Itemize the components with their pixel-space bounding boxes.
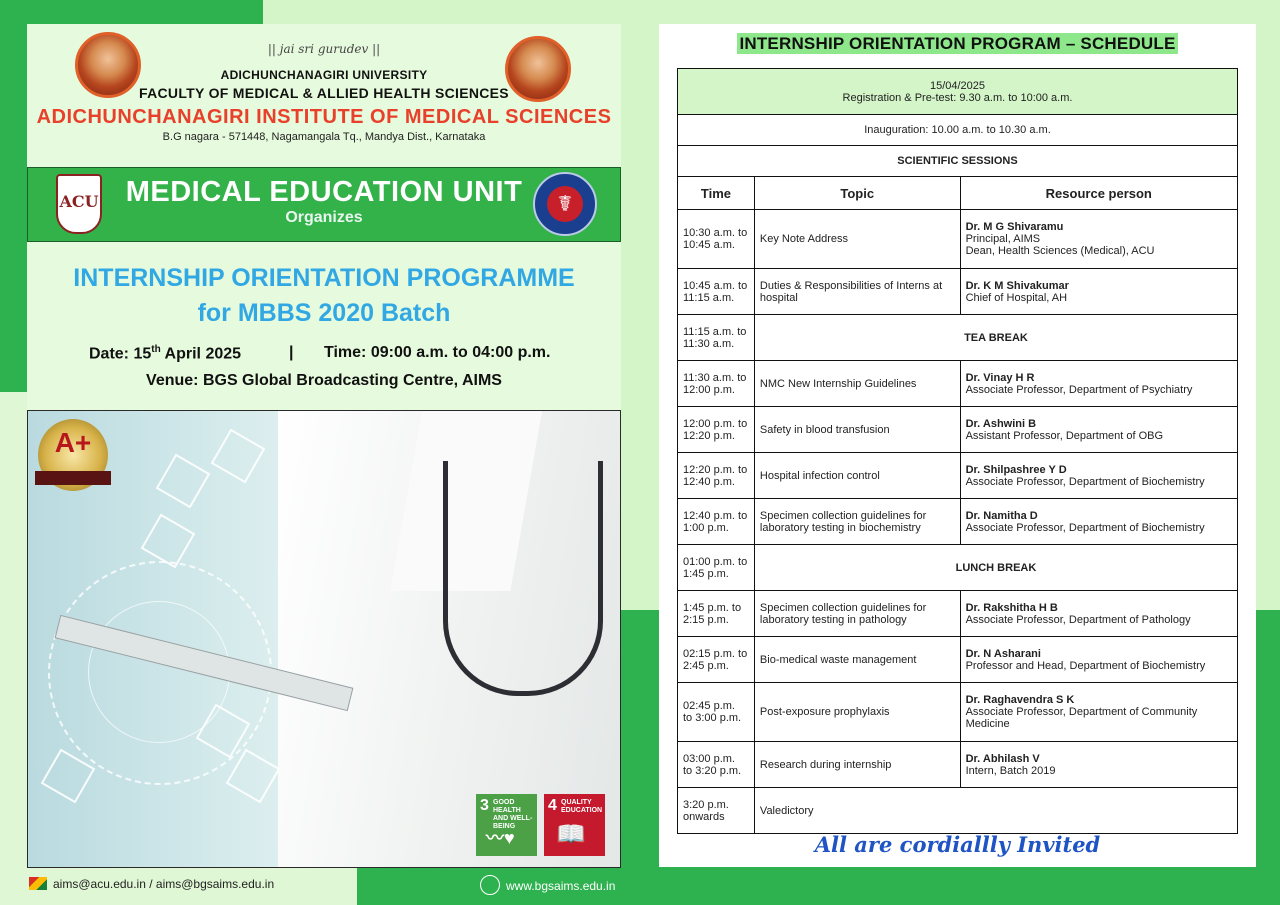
poster-panel xyxy=(27,24,621,867)
sdg4-number: 4 xyxy=(548,797,557,814)
topic-cell: Duties & Responsibilities of Interns at hospital xyxy=(754,269,960,315)
book-icon: 📖 xyxy=(556,821,586,848)
resource-person-role: Associate Professor, Department of Pathology xyxy=(965,613,1191,626)
resource-person-cell xyxy=(960,683,1237,742)
banner-title: MEDICAL EDUCATION UNIT xyxy=(125,176,523,208)
time-start: 11:30 a.m. to xyxy=(683,371,747,384)
meu-banner xyxy=(27,167,621,242)
schedule-row xyxy=(678,210,1238,269)
column-header-row xyxy=(678,177,1238,210)
programme-batch: for MBBS 2020 Batch xyxy=(197,299,451,327)
break-cell: TEA BREAK xyxy=(754,315,1237,361)
resource-person-cell xyxy=(960,361,1237,407)
sdg3-badge xyxy=(476,794,537,856)
topic-cell: Safety in blood transfusion xyxy=(754,407,960,453)
time-cell xyxy=(678,361,755,407)
time-end: 12:40 p.m. xyxy=(683,475,735,488)
sessions-header-row xyxy=(678,146,1238,177)
time-cell xyxy=(678,591,755,637)
sdg3-label: GOOD HEALTH AND WELL-BEING xyxy=(493,799,533,830)
time-start: 02:45 p.m. xyxy=(683,700,735,712)
resource-person-name: Dr. N Asharani xyxy=(965,647,1041,660)
time-cell xyxy=(678,788,755,834)
time-end: 1:45 p.m. xyxy=(683,567,729,580)
naac-grade: A+ xyxy=(54,427,92,458)
resource-person-role: Associate Professor, Department of Psychiatry xyxy=(965,383,1193,396)
resource-person-cell xyxy=(960,742,1237,788)
gmail-icon xyxy=(29,877,47,890)
time-start: 3:20 p.m. xyxy=(683,798,729,811)
resource-person-cell xyxy=(960,210,1237,269)
hexagon-icon xyxy=(141,514,196,569)
schedule-row xyxy=(678,742,1238,788)
doctor-photo xyxy=(27,410,621,868)
time-start: 11:15 a.m. to xyxy=(683,325,747,338)
invitation-text: All are cordiallly Invited xyxy=(814,832,1101,857)
resource-person-cell xyxy=(960,269,1237,315)
topic-cell: Bio-medical waste management xyxy=(754,637,960,683)
event-time: Time: 09:00 a.m. to 04:00 p.m. xyxy=(324,344,551,361)
time-cell xyxy=(678,742,755,788)
time-cell xyxy=(678,499,755,545)
sdg4-badge xyxy=(544,794,605,856)
time-start: 03:00 p.m. xyxy=(683,752,735,765)
schedule-table xyxy=(677,68,1238,834)
hexagon-icon xyxy=(156,454,211,509)
time-cell xyxy=(678,210,755,269)
resource-person-cell xyxy=(960,407,1237,453)
schedule-row xyxy=(678,361,1238,407)
university-name: ADICHUNCHANAGIRI UNIVERSITY xyxy=(220,68,428,82)
resource-person-role: Principal, AIMS xyxy=(965,233,1041,245)
stethoscope-graphic xyxy=(443,461,603,696)
time-end: to 3:20 p.m. xyxy=(683,764,742,777)
event-venue: Venue: BGS Global Broadcasting Centre, AIMS xyxy=(146,372,502,389)
resource-person-role: Associate Professor, Department of Community Medicine xyxy=(965,706,1198,730)
time-start: 12:40 p.m. to xyxy=(683,509,748,522)
schedule-row xyxy=(678,683,1238,742)
schedule-rows xyxy=(678,210,1238,834)
time-cell xyxy=(678,407,755,453)
sdg3-number: 3 xyxy=(480,797,489,814)
time-start: 02:15 p.m. to xyxy=(683,647,748,660)
tagline: || jai sri gurudev || xyxy=(267,42,381,56)
time-end: 2:15 p.m. xyxy=(683,613,729,626)
topic-cell: Valedictory xyxy=(754,788,1237,834)
time-start: 12:00 p.m. to xyxy=(683,417,748,430)
time-end: 2:45 p.m. xyxy=(683,659,729,672)
event-date: Date: 15th April 2025 xyxy=(89,344,242,363)
time-cell xyxy=(678,453,755,499)
schedule-row xyxy=(678,788,1238,834)
heartbeat-icon: 〰♥ xyxy=(486,828,515,848)
naac-ribbon xyxy=(35,471,111,485)
resource-person-role: Associate Professor, Department of Biochemistry xyxy=(965,521,1205,534)
resource-person-role: Professor and Head, Department of Biochemistry xyxy=(965,659,1206,672)
faculty-name: FACULTY OF MEDICAL & ALLIED HEALTH SCIENCES xyxy=(139,85,509,101)
resource-person-name: Dr. Shilpashree Y D xyxy=(965,463,1067,476)
time-start: 01:00 p.m. to xyxy=(683,555,748,568)
email-text: aims@acu.edu.in / aims@bgsaims.edu.in xyxy=(53,877,275,891)
date-time-separator: | xyxy=(289,344,294,361)
column-header-time: Time xyxy=(678,177,755,210)
resource-person-role-2: Dean, Health Sciences (Medical), ACU xyxy=(965,245,1155,257)
column-header-topic: Topic xyxy=(754,177,960,210)
schedule-title: INTERNSHIP ORIENTATION PROGRAM – SCHEDULE xyxy=(739,34,1176,53)
time-cell xyxy=(678,545,755,591)
topic-cell: Specimen collection guidelines for laboratory testing in biochemistry xyxy=(754,499,960,545)
registration-text: Registration & Pre-test: 9.30 a.m. to 10:00 a.m. xyxy=(842,91,1073,104)
resource-person-name: Dr. M G Shivaramu xyxy=(965,221,1064,233)
website-text: www.bgsaims.edu.in xyxy=(506,879,616,893)
caduceus-icon: ☤ xyxy=(547,186,583,222)
schedule-row xyxy=(678,591,1238,637)
inauguration-row xyxy=(678,115,1238,146)
topic-cell: NMC New Internship Guidelines xyxy=(754,361,960,407)
sessions-header-cell: SCIENTIFIC SESSIONS xyxy=(678,146,1238,177)
time-end: 11:30 a.m. xyxy=(683,337,735,350)
time-cell xyxy=(678,683,755,742)
topic-cell: Key Note Address xyxy=(754,210,960,269)
column-header-person: Resource person xyxy=(960,177,1237,210)
acu-logo: ACU xyxy=(56,174,102,234)
time-end: 11:15 a.m. xyxy=(683,291,735,304)
resource-person-name: Dr. Abhilash V xyxy=(965,752,1040,765)
topic-cell: Hospital infection control xyxy=(754,453,960,499)
inauguration-cell: Inauguration: 10.00 a.m. to 10.30 a.m. xyxy=(678,115,1238,146)
institute-name: ADICHUNCHANAGIRI INSTITUTE OF MEDICAL SCIENCES xyxy=(36,106,612,128)
registration-row xyxy=(678,69,1238,115)
schedule-row xyxy=(678,545,1238,591)
programme-title: INTERNSHIP ORIENTATION PROGRAMME xyxy=(73,264,575,292)
schedule-row xyxy=(678,453,1238,499)
time-cell xyxy=(678,315,755,361)
time-end: 10:45 a.m. xyxy=(683,239,735,251)
banner-subtitle: Organizes xyxy=(285,209,363,226)
schedule-row xyxy=(678,269,1238,315)
resource-person-name: Dr. K M Shivakumar xyxy=(965,279,1069,292)
resource-person-role: Assistant Professor, Department of OBG xyxy=(965,429,1164,442)
time-start: 12:20 p.m. to xyxy=(683,463,748,476)
resource-person-name: Dr. Vinay H R xyxy=(965,371,1035,384)
registration-date: 15/04/2025 xyxy=(929,79,986,92)
time-start: 1:45 p.m. to xyxy=(683,601,742,614)
aims-emblem-logo xyxy=(533,172,597,236)
time-start: 10:30 a.m. to xyxy=(683,227,748,239)
time-end: 12:00 p.m. xyxy=(683,383,735,396)
schedule-title-wrap xyxy=(659,34,1256,54)
break-cell: LUNCH BREAK xyxy=(754,545,1237,591)
topic-cell: Post-exposure prophylaxis xyxy=(754,683,960,742)
globe-icon xyxy=(480,875,500,895)
topic-cell: Specimen collection guidelines for laboratory testing in pathology xyxy=(754,591,960,637)
footer-website[interactable] xyxy=(480,875,615,895)
hexagon-icon xyxy=(211,429,266,484)
time-end: onwards xyxy=(683,810,725,823)
topic-cell: Research during internship xyxy=(754,742,960,788)
resource-person-name: Dr. Namitha D xyxy=(965,509,1038,522)
resource-person-cell xyxy=(960,453,1237,499)
schedule-row xyxy=(678,499,1238,545)
time-end: 1:00 p.m. xyxy=(683,521,729,534)
institute-address: B.G nagara - 571448, Nagamangala Tq., Mandya Dist., Karnataka xyxy=(162,131,486,143)
resource-person-role: Chief of Hospital, AH xyxy=(965,291,1068,304)
sdg4-label: QUALITY EDUCATION xyxy=(561,799,603,814)
naac-a-plus-badge xyxy=(38,419,108,491)
schedule-row xyxy=(678,637,1238,683)
schedule-panel xyxy=(659,24,1256,867)
resource-person-role: Intern, Batch 2019 xyxy=(965,764,1056,777)
time-cell xyxy=(678,269,755,315)
time-cell xyxy=(678,637,755,683)
poster-header xyxy=(27,24,621,167)
schedule-row xyxy=(678,407,1238,453)
resource-person-cell xyxy=(960,499,1237,545)
time-end: to 3:00 p.m. xyxy=(683,712,742,724)
time-start: 10:45 a.m. to xyxy=(683,279,748,292)
time-end: 12:20 p.m. xyxy=(683,429,735,442)
registration-cell xyxy=(678,69,1238,115)
resource-person-name: Dr. Rakshitha H B xyxy=(965,601,1058,614)
footer-email[interactable] xyxy=(29,877,274,891)
resource-person-name: Dr. Ashwini B xyxy=(965,417,1037,430)
resource-person-name: Dr. Raghavendra S K xyxy=(965,694,1075,706)
resource-person-role: Associate Professor, Department of Biochemistry xyxy=(965,475,1205,488)
resource-person-cell xyxy=(960,591,1237,637)
resource-person-cell xyxy=(960,637,1237,683)
schedule-row xyxy=(678,315,1238,361)
